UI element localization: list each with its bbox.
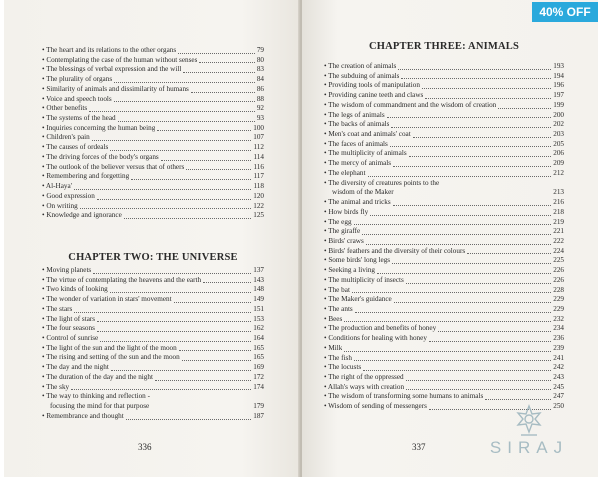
toc-entry [324,198,564,208]
toc-entry-title: • The sky [42,382,70,391]
toc-entry-title: • The four seasons [42,324,95,333]
toc-entry [42,153,264,163]
toc-entry-title: • The diversity of creatures points to the [324,178,440,187]
dot-leader [92,140,251,141]
toc-entry [42,172,264,182]
toc-entry-page: 229 [553,295,564,304]
toc-entry [42,402,264,412]
toc-entry-title: • The wisdom of commandment and the wisdom of creation [324,100,497,109]
dot-leader [93,273,251,274]
toc-entry-title: • Similarity of animals and dissimilarity of humans [42,84,189,93]
dot-leader [182,360,251,361]
dot-leader [157,130,251,131]
toc-entry [324,208,564,218]
toc-entry [42,315,264,325]
toc-entry-title: • The locusts [324,363,362,372]
toc-entry-page: 107 [253,133,264,142]
toc-entry-page: 247 [553,392,564,401]
page-number: 337 [412,442,426,452]
toc-entry-title: • The rising and setting of the sun and the moon [42,353,180,362]
toc-entry-title: • Remembrance and thought [42,411,124,420]
toc-entry-title: • Remembering and forgetting [42,172,130,181]
dot-leader [199,62,254,63]
toc-entry [324,130,564,140]
dot-leader [97,321,251,322]
toc-entry-page: 151 [253,304,264,313]
toc-entry-page: 193 [553,62,564,70]
dot-leader [124,218,251,219]
dot-leader [393,205,552,206]
dot-leader [355,312,551,313]
dot-leader [406,389,551,390]
toc-entry-title: • Contemplating the case of the human without senses [42,55,198,64]
toc-entry [324,392,564,402]
toc-entry-title: • Conditions for healing with honey [324,334,427,343]
dot-leader [344,351,551,352]
toc-entry-page: 236 [553,334,564,343]
toc-entry [324,101,564,111]
toc-entry-title: • The day and the night [42,363,109,372]
dot-leader [366,244,551,245]
toc-entry [324,111,564,121]
toc-entry-title: • Knowledge and ignorance [42,211,122,220]
dot-leader [387,117,552,118]
toc-entry-page: 209 [553,159,564,168]
toc-entry-page: 229 [553,304,564,313]
dot-leader [377,273,551,274]
toc-entry [324,159,564,169]
toc-entry-page: 194 [553,71,564,80]
toc-entry-title: • The way to thinking and reflection - [42,392,150,401]
toc-entry-title: • Some birds' long legs [324,256,391,265]
toc-entry-title: • The creation of animals [324,62,397,70]
dot-leader [425,98,551,99]
toc-entry [324,256,564,266]
toc-entry [324,169,564,179]
toc-entry-title: • Providing tools of manipulation [324,81,420,90]
dot-leader [392,263,551,264]
dot-leader [186,169,251,170]
toc-entry-page: 165 [253,353,264,362]
dot-leader [362,234,551,235]
dot-leader [354,224,552,225]
toc-entry-title: • Men's coat and animals' coat [324,130,411,139]
toc-entry-page: 219 [553,217,564,226]
toc-entry [324,120,564,130]
dot-leader [178,53,255,54]
toc-entry [324,295,564,305]
toc-entry-page: 224 [553,246,564,255]
toc-entry-page: 222 [553,236,564,245]
dot-leader [398,69,551,70]
dot-leader [498,108,551,109]
toc-entry [42,353,264,363]
toc-entry-page: 196 [553,81,564,90]
toc-entry-title: • The stars [42,304,73,313]
toc-entry-title: • The causes of ordeals [42,143,109,152]
dot-leader [467,253,551,254]
dot-leader [179,350,251,351]
toc-entry-title: • Birds' feathers and the diversity of their colours [324,246,466,255]
toc-entry-title: • The virtue of contemplating the heavens and the earth [42,275,202,284]
toc-entry-title: • The Maker's guidance [324,295,392,304]
toc-entry [42,363,264,373]
toc-entry [324,81,564,91]
toc-entry-title: • Allah's ways with creation [324,382,405,391]
dot-leader [354,360,551,361]
toc-entry-title: • The duration of the day and the night [42,372,153,381]
toc-entry-title: • Birds' craws [324,236,364,245]
dot-leader [126,419,251,420]
dot-leader [114,101,255,102]
toc-entry-title: • The animal and tricks [324,198,391,207]
toc-entry [324,315,564,325]
toc-entry-title: • Good expression [42,191,95,200]
toc-entry-page: 83 [256,65,264,74]
toc-entry [42,104,264,114]
toc-entry [324,344,564,354]
chapter-title-animals: CHAPTER THREE: ANIMALS [368,41,520,52]
toc-entry [324,383,564,393]
toc-entry [42,305,264,315]
toc-entry [324,286,564,296]
dot-leader [352,292,551,293]
toc-entry-title: • The outlook of the believer versus that of others [42,162,185,171]
toc-entry [42,276,264,286]
toc-entry [324,266,564,276]
dot-leader [391,127,551,128]
toc-entry-page: 239 [553,343,564,352]
toc-entry-page: 149 [253,295,264,304]
watermark-text: SIRAJ [489,438,569,457]
toc-entry-page: 226 [553,266,564,275]
toc-entry-page: 137 [253,266,264,274]
toc-entry-title: focusing the mind for that purpose [50,402,150,411]
toc-entry-title: • The systems of the head [42,114,116,123]
dot-leader [344,321,551,322]
dot-leader [110,292,251,293]
toc-entry-page: 172 [253,372,264,381]
toc-entry-page: 164 [253,334,264,343]
toc-entry-page: 174 [253,382,264,391]
toc-entry-page: 212 [553,168,564,177]
toc-entry-page: 116 [253,162,264,171]
toc-entry [324,354,564,364]
toc-entry-page: 199 [553,100,564,109]
toc-entry-title: • Other benefits [42,104,88,113]
toc-entry [42,324,264,334]
toc-entry-page: 187 [253,411,264,420]
dot-leader [401,78,551,79]
toc-entry [324,91,564,101]
toc-entry-title: • The blessings of verbal expression and the will [42,65,182,74]
toc-entry-page: 92 [256,104,264,113]
dot-leader [80,208,252,209]
dot-leader [71,389,251,390]
toc-entry-title: • The egg [324,217,352,226]
toc-entry [324,324,564,334]
toc-entry-title: • Milk [324,343,343,352]
toc-entry-page: 84 [256,75,264,84]
toc-entry-page: 197 [553,91,564,100]
toc-entry-title: • How birds fly [324,207,369,216]
toc-entry-title: • Two kinds of looking [42,285,108,294]
toc-entry-title: • The driving forces of the body's organs [42,152,159,161]
toc-entry [324,276,564,286]
toc-entry-title: • The giraffe [324,227,361,236]
dot-leader [363,370,551,371]
toc-entry-title: • The right of the oppressed [324,373,404,381]
toc-entry [42,373,264,383]
toc-entry-page: 205 [553,139,564,148]
toc-entry-page: 79 [256,46,264,54]
toc-entry-page: 122 [253,201,264,210]
toc-entry [42,266,264,276]
toc-entry [324,179,564,189]
siraj-watermark [482,404,576,464]
toc-entry [324,247,564,257]
dot-leader [131,179,251,180]
toc-entry-page: 100 [253,123,264,132]
toc-entry [324,305,564,315]
dot-leader [409,156,552,157]
toc-entry [42,383,264,393]
toc-entry-page: 120 [253,191,264,200]
dot-leader [429,341,551,342]
toc-entry-page: 114 [253,152,264,161]
toc-entry-title: • Voice and speech tools [42,94,112,103]
toc-entry [42,344,264,354]
toc-entry-title: • The plurality of organs [42,75,113,84]
toc-entry-title: • The elephant [324,168,366,177]
dot-leader [174,302,252,303]
toc-entry [42,46,264,56]
page-number: 336 [138,442,152,452]
dot-leader [406,283,551,284]
toc-entry-title: • The faces of animals [324,139,388,148]
toc-entry [324,140,564,150]
toc-entry [324,237,564,247]
toc-entry-title: • The wonder of variation in stars' movement [42,295,172,304]
dot-leader [370,215,551,216]
toc-entry-title: • Inquiries concerning the human being [42,123,156,132]
toc-entry-title: • Seeking a living [324,266,376,275]
toc-entry [324,72,564,82]
toc-entry [324,62,564,72]
toc-entry-title: • Wisdom of sending of messengers [324,402,427,411]
toc-entry-title: • Providing canine teeth and claws [324,91,424,100]
toc-entry [324,218,564,228]
dot-leader [394,302,551,303]
toc-entry-title: • Control of sunrise [42,334,99,343]
toc-entry-page: 243 [553,373,564,381]
toc-entry-page: 213 [553,188,564,197]
dot-leader [97,199,251,200]
toc-entry-page: 202 [553,120,564,129]
dot-leader [393,166,551,167]
dot-leader [485,399,551,400]
toc-entry-title: • The ants [324,304,353,313]
toc-entry-page: 80 [256,55,264,64]
toc-entry-title: • The fish [324,353,352,362]
toc-entry [42,334,264,344]
toc-entry [42,143,264,153]
toc-entry [42,75,264,85]
toc-entry [324,373,564,383]
toc-entry-title: • Al-Haya' [42,182,72,191]
toc-entry-page: 86 [256,84,264,93]
toc-entry-page: 118 [253,182,264,191]
toc-entry [324,149,564,159]
toc-entry-title: • The light of stars [42,314,96,323]
toc-entry [42,133,264,143]
toc-entry-page: 218 [553,207,564,216]
dot-leader [89,111,255,112]
dot-leader [118,121,255,122]
toc-entry-title: • The bat [324,285,350,294]
toc-entry-page: 112 [253,143,264,152]
dot-leader [161,160,252,161]
toc-entry-title: wisdom of the Maker [332,188,394,197]
toc-entry-page: 153 [253,314,264,323]
toc-entry [42,182,264,192]
toc-entry [324,334,564,344]
toc-entry-page: 241 [553,353,564,362]
toc-entry-title: • The mercy of animals [324,159,392,168]
toc-entry [42,412,264,422]
toc-entry-page: 245 [553,382,564,391]
toc-entry [42,124,264,134]
toc-entry [42,95,264,105]
toc-entry-page: 216 [553,198,564,207]
toc-entry-title: • The backs of animals [324,120,390,129]
toc-entry [42,163,264,173]
dot-leader [438,331,551,332]
toc-entry-page: 228 [553,285,564,294]
toc-entry-page: 250 [553,402,564,411]
toc-entry-title: • Moving planets [42,266,92,274]
toc-list-top [42,46,264,221]
toc-entry-page: 165 [253,343,264,352]
dot-leader [406,380,552,381]
toc-entry [324,188,564,198]
toc-entry-title: • Bees [324,314,343,323]
dot-leader [368,176,552,177]
toc-entry-title: • The multiplicity of insects [324,275,404,284]
dot-leader [155,380,251,381]
toc-entry-page: 93 [256,114,264,123]
toc-entry-page: 125 [253,211,264,220]
toc-entry-page: 234 [553,324,564,333]
toc-entry-page: 200 [553,110,564,119]
toc-entry-page: 206 [553,149,564,158]
toc-entry [42,56,264,66]
chapter-title-universe: CHAPTER TWO: THE UNIVERSE [68,252,238,263]
toc-entry-page: 242 [553,363,564,372]
toc-entry [42,202,264,212]
dot-leader [422,88,551,89]
toc-entry-title: • The legs of animals [324,110,385,119]
toc-entry [42,285,264,295]
left-page [4,0,300,477]
toc-entry-page: 225 [553,256,564,265]
dot-leader [100,341,251,342]
toc-entry [42,211,264,221]
toc-entry-page: 162 [253,324,264,333]
toc-entry-title: • The light of the sun and the light of the moon [42,343,177,352]
toc-entry-page: 117 [253,172,264,181]
discount-badge: 40% OFF [532,2,598,22]
toc-entry-title: • The heart and its relations to the other organs [42,46,177,54]
toc-entry-page: 232 [553,314,564,323]
dot-leader [110,150,251,151]
dot-leader [191,92,255,93]
toc-entry [42,65,264,75]
dot-leader [183,72,254,73]
dot-leader [97,331,251,332]
dot-leader [114,82,255,83]
toc-entry-page: 143 [253,275,264,284]
toc-entry-title: • The production and benefits of honey [324,324,437,333]
toc-list-bottom [42,266,264,422]
toc-entry [42,392,264,402]
toc-entry-title: • The subduing of animals [324,71,400,80]
siraj-lamp-icon [509,404,549,438]
toc-entry-title: • The multiplicity of animals [324,149,407,158]
toc-entry-page: 88 [256,94,264,103]
toc-entry-page: 169 [253,363,264,372]
dot-leader [74,189,252,190]
toc-list-animals [324,62,564,412]
dot-leader [74,312,251,313]
toc-entry-page: 221 [553,227,564,236]
dot-leader [203,282,251,283]
toc-entry [42,295,264,305]
toc-entry [324,363,564,373]
toc-entry-page: 226 [553,275,564,284]
dot-leader [390,146,551,147]
toc-entry [324,227,564,237]
toc-entry-title: • On writing [42,201,78,210]
toc-entry-title: • Children's pain [42,133,90,142]
dot-leader [111,370,251,371]
toc-entry [42,114,264,124]
dot-leader [413,137,551,138]
toc-entry-page: 148 [253,285,264,294]
toc-entry-page: 203 [553,130,564,139]
toc-entry [42,192,264,202]
toc-entry-title: • The wisdom of transforming some humans to animals [324,392,484,401]
toc-entry-page: 179 [253,402,264,411]
toc-entry [42,85,264,95]
